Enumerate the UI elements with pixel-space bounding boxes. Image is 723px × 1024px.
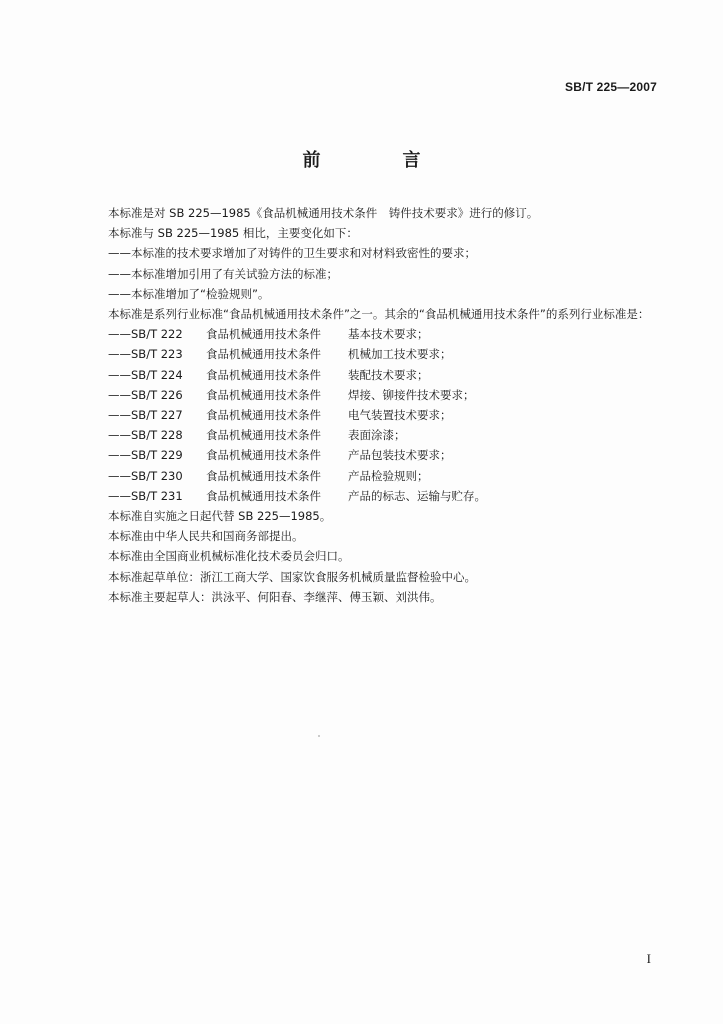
standard-series: 食品机械通用技术条件 bbox=[206, 347, 321, 362]
change-item-2: ——本标准增加引用了有关试验方法的标准； bbox=[108, 266, 338, 281]
standard-part: 基本技术要求； bbox=[348, 327, 429, 342]
standard-part: 产品检验规则； bbox=[348, 468, 429, 483]
standard-series: 食品机械通用技术条件 bbox=[206, 367, 321, 382]
standard-part: 电气装置技术要求； bbox=[348, 408, 452, 423]
standard-series: 食品机械通用技术条件 bbox=[206, 448, 321, 463]
standard-number: ——SB/T 223 bbox=[108, 347, 183, 362]
standard-number: ——SB/T 226 bbox=[108, 387, 183, 402]
paragraph-drafting-units: 本标准起草单位：浙江工商大学、国家饮食服务机械质量监督检验中心。 bbox=[108, 569, 476, 584]
standard-series: 食品机械通用技术条件 bbox=[206, 327, 321, 342]
standard-list-item bbox=[84, 344, 664, 364]
standard-number: ——SB/T 222 bbox=[108, 327, 183, 342]
change-item-3: ——本标准增加了“检验规则”。 bbox=[108, 286, 270, 301]
paragraph-changes-intro: 本标准与 SB 225—1985 相比，主要变化如下： bbox=[108, 226, 358, 241]
standard-number: ——SB/T 228 bbox=[108, 428, 183, 443]
standards-list bbox=[84, 324, 664, 506]
standard-list-item bbox=[84, 445, 664, 465]
standard-number: ——SB/T 227 bbox=[108, 408, 183, 423]
standard-list-item bbox=[84, 324, 664, 344]
standard-part: 机械加工技术要求； bbox=[348, 347, 452, 362]
paragraph-revision: 本标准是对 SB 225—1985《食品机械通用技术条件 铸件技术要求》进行的修订。 bbox=[108, 206, 539, 220]
paragraph-series: 本标准是系列行业标准“食品机械通用技术条件”之一。其余的“食品机械通用技术条件”的系列行业标准是： bbox=[108, 307, 650, 322]
page-title: 前 言 bbox=[302, 150, 453, 171]
standard-number: ——SB/T 224 bbox=[108, 367, 183, 382]
scan-speck bbox=[318, 735, 320, 737]
standard-part: 产品的标志、运输与贮存。 bbox=[348, 488, 486, 503]
standard-number: ——SB/T 230 bbox=[108, 468, 183, 483]
paragraph-committee: 本标准由全国商业机械标准化技术委员会归口。 bbox=[108, 549, 350, 564]
standard-list-item bbox=[84, 405, 664, 425]
change-item-1: ——本标准的技术要求增加了对铸件的卫生要求和对材料致密性的要求； bbox=[108, 246, 476, 261]
page-number: I bbox=[646, 951, 651, 966]
standard-part: 产品包装技术要求； bbox=[348, 448, 452, 463]
standard-number: ——SB/T 231 bbox=[108, 488, 183, 503]
standard-list-item bbox=[84, 365, 664, 385]
standard-series: 食品机械通用技术条件 bbox=[206, 387, 321, 402]
standard-part: 表面涂漆； bbox=[348, 428, 406, 443]
standard-list-item bbox=[84, 385, 664, 405]
standard-code: SB/T 225—2007 bbox=[565, 80, 657, 94]
standard-series: 食品机械通用技术条件 bbox=[206, 468, 321, 483]
paragraph-supersedes: 本标准自实施之日起代替 SB 225—1985。 bbox=[108, 509, 332, 524]
standard-series: 食品机械通用技术条件 bbox=[206, 488, 321, 503]
standard-part: 装配技术要求； bbox=[348, 367, 429, 382]
standard-list-item bbox=[84, 466, 664, 486]
standard-list-item bbox=[84, 425, 664, 445]
standard-part: 焊接、铆接件技术要求； bbox=[348, 387, 475, 402]
standard-series: 食品机械通用技术条件 bbox=[206, 428, 321, 443]
standard-number: ——SB/T 229 bbox=[108, 448, 183, 463]
standard-series: 食品机械通用技术条件 bbox=[206, 408, 321, 423]
paragraph-drafters: 本标准主要起草人：洪泳平、何阳春、李继萍、傅玉颖、刘洪伟。 bbox=[108, 589, 442, 604]
standard-list-item bbox=[84, 486, 664, 506]
foreword-body bbox=[84, 203, 664, 607]
paragraph-proposer: 本标准由中华人民共和国商务部提出。 bbox=[108, 529, 304, 544]
